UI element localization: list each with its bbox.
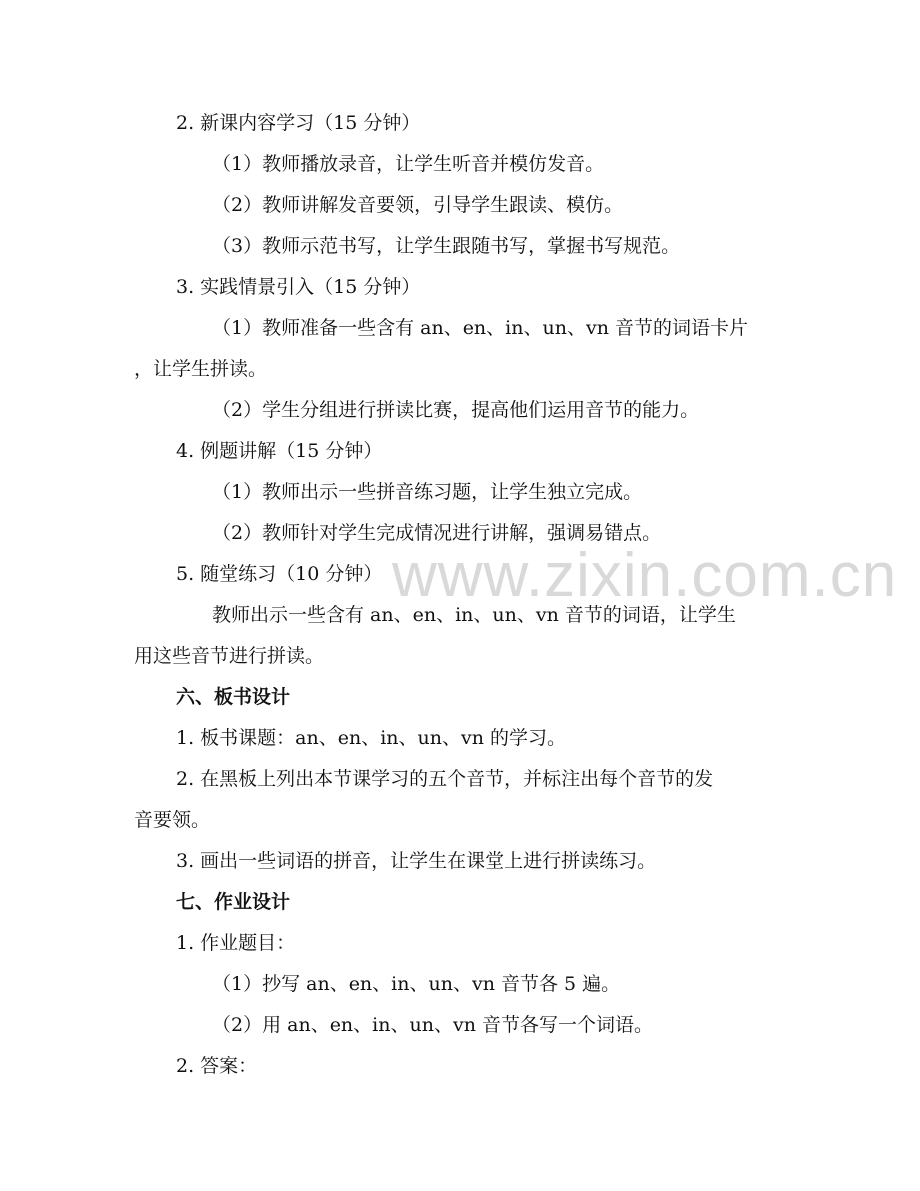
list-item: 3. 画出一些词语的拼音，让学生在课堂上进行拼读练习。 bbox=[176, 850, 657, 872]
list-item: 2. 答案： bbox=[176, 1055, 258, 1077]
paragraph: 教师出示一些含有 an、en、in、un、vn 音节的词语，让学生 bbox=[212, 604, 736, 626]
section-2-heading: 2. 新课内容学习（15 分钟） bbox=[176, 112, 421, 134]
section-title-blackboard: 六、板书设计 bbox=[176, 686, 291, 708]
section-title-homework: 七、作业设计 bbox=[176, 891, 291, 913]
list-item: 2. 在黑板上列出本节课学习的五个音节，并标注出每个音节的发 bbox=[176, 768, 714, 790]
list-item: 1. 作业题目： bbox=[176, 932, 296, 954]
list-item-continuation: 音要领。 bbox=[134, 809, 211, 831]
list-item: （1）教师播放录音，让学生听音并模仿发音。 bbox=[212, 153, 605, 175]
section-4-heading: 4. 例题讲解（15 分钟） bbox=[176, 440, 383, 462]
list-item: （1）教师准备一些含有 an、en、in、un、vn 音节的词语卡片 bbox=[212, 317, 748, 339]
list-item: （2）教师讲解发音要领，引导学生跟读、模仿。 bbox=[212, 194, 624, 216]
list-item: 1. 板书课题：an、en、in、un、vn 的学习。 bbox=[176, 727, 567, 749]
list-item: （1）教师出示一些拼音练习题，让学生独立完成。 bbox=[212, 481, 643, 503]
list-item: （2）用 an、en、in、un、vn 音节各写一个词语。 bbox=[212, 1014, 653, 1036]
list-item: （2）学生分组进行拼读比赛，提高他们运用音节的能力。 bbox=[212, 399, 700, 421]
watermark: www.zixin.com.cn bbox=[392, 541, 898, 610]
list-item: （2）教师针对学生完成情况进行讲解，强调易错点。 bbox=[212, 522, 662, 544]
list-item: （1）抄写 an、en、in、un、vn 音节各 5 遍。 bbox=[212, 973, 621, 995]
paragraph-continuation: 用这些音节进行拼读。 bbox=[134, 645, 325, 667]
list-item-continuation: ，让学生拼读。 bbox=[134, 358, 268, 380]
section-5-heading: 5. 随堂练习（10 分钟） bbox=[176, 563, 383, 585]
list-item: （3）教师示范书写，让学生跟随书写，掌握书写规范。 bbox=[212, 235, 681, 257]
section-3-heading: 3. 实践情景引入（15 分钟） bbox=[176, 276, 421, 298]
